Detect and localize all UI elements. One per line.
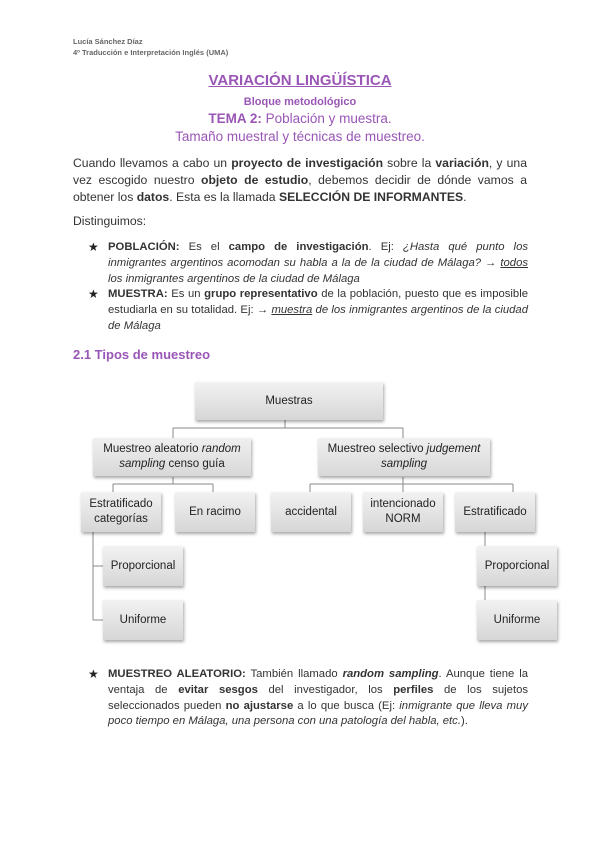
aleatorio-text: . Aunque tiene la ventaja de [108, 668, 529, 696]
node-proporcional-left: Proporcional [103, 546, 183, 586]
intro-bold: proyecto de investigación [231, 156, 384, 170]
author-name: Lucía Sánchez Díaz [73, 37, 143, 46]
intro-bold: SELECCIÓN DE INFORMANTES [278, 190, 464, 204]
node-text-italic: random sampling [119, 443, 241, 470]
node-text: intencionado [370, 498, 436, 510]
node-text-italic: judgement sampling [380, 443, 481, 470]
topic-label: TEMA 2: [208, 111, 262, 126]
muestra-example-underlined: muestra [271, 304, 313, 317]
muestra-example: de los inmigrantes argentinos de la ciudad de Málaga [108, 304, 528, 332]
node-estratificado: Estratificado [455, 492, 535, 532]
intro-text: . Esta es la llamada [169, 190, 279, 204]
aleatorio-text: También llamado [245, 668, 343, 680]
intro-bold: objeto de estudio [201, 173, 309, 187]
muestra-text: de la población, puesto que es imposible estudiarla en su totalidad. Ej: → [108, 288, 529, 317]
poblacion-label: POBLACIÓN: [108, 241, 180, 253]
node-uniforme-right: Uniforme [477, 600, 557, 640]
main-title: VARIACIÓN LINGÜÍSTICA [208, 72, 392, 89]
node-text: censo guía [165, 458, 225, 470]
list-item-muestra [88, 287, 528, 334]
muestra-bold: grupo representativo [204, 288, 318, 301]
aleatorio-bold: no ajustarse [225, 699, 294, 712]
intro-text: , debemos decidir de dónde vamos a obtener los [73, 173, 528, 204]
intro-text: . [463, 190, 467, 204]
node-accidental: accidental [271, 492, 351, 532]
list-item-aleatorio [88, 667, 528, 730]
node-en-racimo: En racimo [175, 492, 255, 532]
section-heading: 2.1 Tipos de muestreo [73, 347, 211, 362]
node-intencionado [363, 492, 443, 532]
aleatorio-bold: evitar sesgos [178, 683, 258, 696]
aleatorio-example: inmigrante que lleva muy poco tiempo en Málaga, una persona con una patología del habla, etc. [108, 699, 528, 728]
aleatorio-bold-italic: random sampling [342, 668, 439, 680]
block-title: Bloque metodológico [243, 96, 357, 108]
subtitle: Tamaño muestral y técnicas de muestreo. [175, 129, 425, 144]
aleatorio-text: de los sujetos seleccionados pueden [108, 683, 529, 712]
node-proporcional-right: Proporcional [477, 546, 557, 586]
distinguimos-label: Distinguimos: [73, 214, 147, 228]
intro-paragraph [73, 155, 527, 206]
star-bullet-icon: ★ [88, 667, 99, 681]
star-bullet-icon: ★ [88, 240, 99, 254]
definitions-list [88, 240, 528, 335]
poblacion-text: Es el [179, 241, 229, 253]
aleatorio-bold: perfiles [393, 683, 434, 696]
aleatorio-text: del investigador, los [257, 683, 394, 696]
aleatorio-label: MUESTREO ALEATORIO: [108, 668, 246, 680]
star-bullet-icon: ★ [88, 287, 99, 302]
aleatorio-text: ). [460, 715, 468, 728]
poblacion-text: . Ej: [368, 241, 403, 253]
muestra-text: Es un [167, 288, 205, 301]
node-estratificado-categorias: Estratificado categorías [81, 492, 161, 532]
node-muestreo-aleatorio [93, 438, 251, 476]
aleatorio-list [88, 667, 528, 730]
intro-text: , y una vez escogido nuestro [73, 156, 527, 187]
aleatorio-text: a lo que busca (Ej: [293, 699, 400, 712]
intro-bold: datos [136, 190, 170, 204]
node-text: Muestreo selectivo [327, 443, 427, 455]
course-name: 4º Traducción e Interpretación Inglés (UMA) [73, 48, 229, 57]
poblacion-example: ¿Hasta qué punto los inmigrantes argentinos acomodan su habla a la de la ciudad de Málaga? → [108, 241, 528, 269]
node-muestreo-selectivo [318, 438, 490, 476]
intro-text: Cuando llevamos a cabo un [73, 156, 232, 170]
node-muestras: Muestras [195, 382, 383, 420]
list-item-poblacion [88, 240, 528, 287]
poblacion-example: los inmigrantes argentinos de la ciudad de Málaga [108, 272, 360, 285]
intro-bold: variación [435, 156, 489, 170]
topic-title [0, 111, 600, 126]
node-text: NORM [385, 513, 421, 525]
poblacion-bold: campo de investigación [228, 241, 369, 253]
topic-text: Población y muestra. [261, 111, 392, 126]
node-uniforme-left: Uniforme [103, 600, 183, 640]
intro-text: sobre la [383, 156, 436, 170]
sampling-diagram [73, 370, 563, 648]
muestra-label: MUESTRA: [108, 288, 168, 301]
node-text: Muestreo aleatorio [103, 443, 202, 455]
poblacion-example-underlined: todos [500, 256, 528, 269]
